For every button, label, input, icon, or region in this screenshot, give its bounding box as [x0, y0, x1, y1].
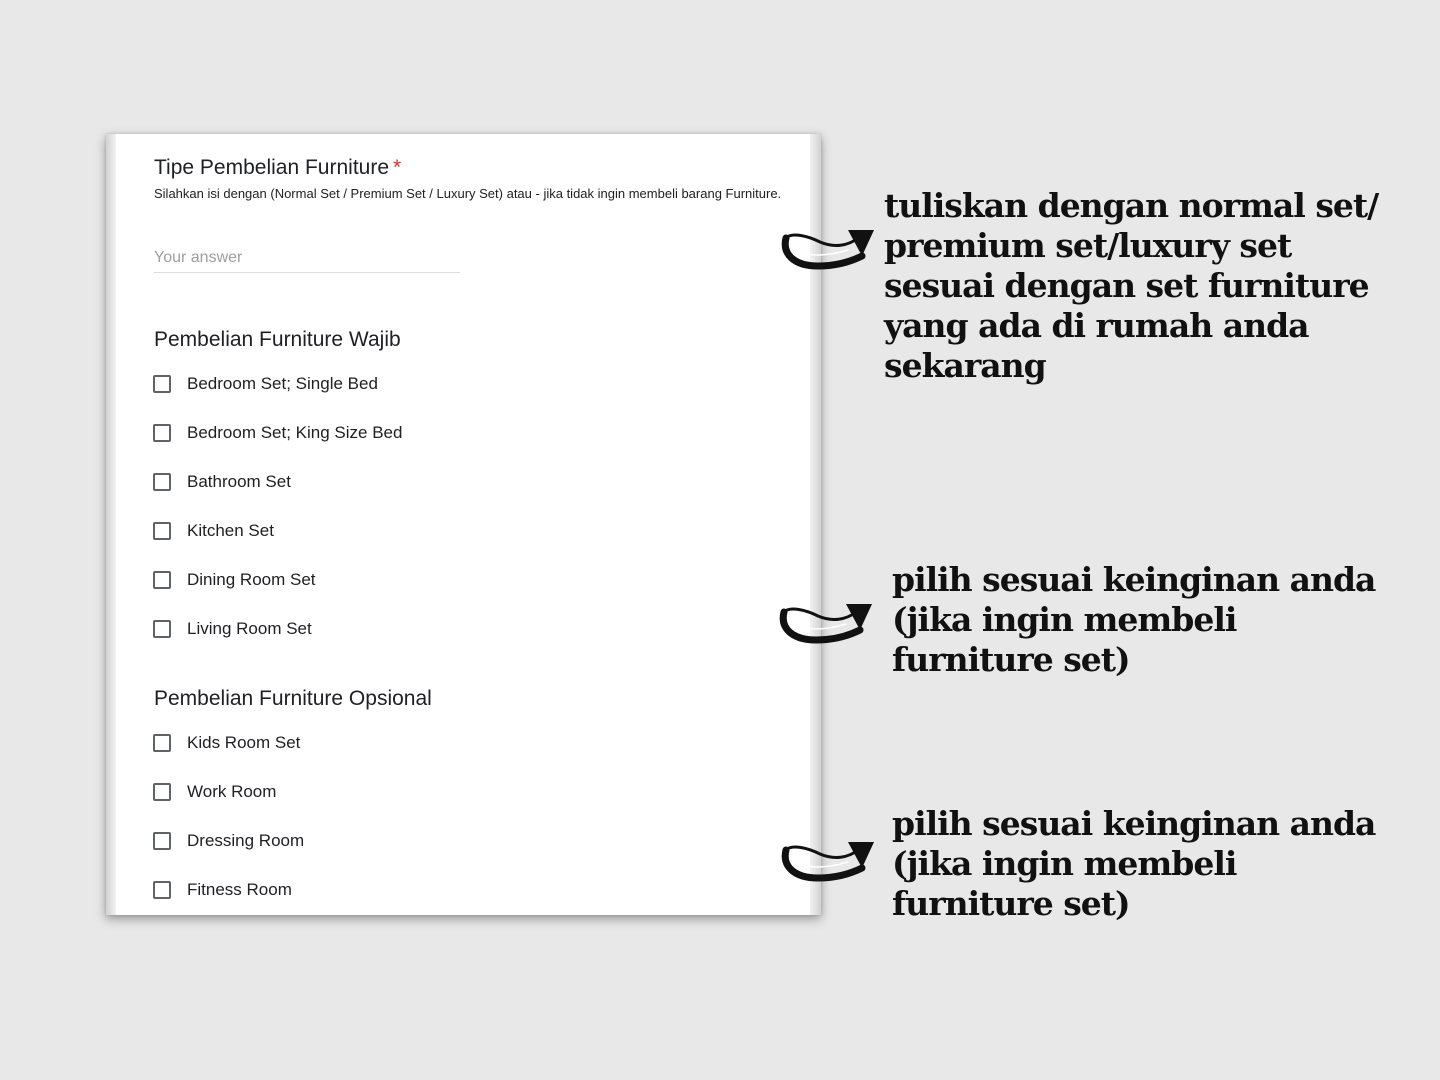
required-asterisk: * — [393, 156, 402, 179]
annotation-line: furniture set) — [892, 884, 1130, 923]
checkbox-option-label: Bedroom Set; Single Bed — [187, 374, 378, 393]
checkbox-option-kitchen-set[interactable] — [153, 521, 274, 541]
checkbox-option-label: Work Room — [187, 782, 277, 801]
annotation-line: yang ada di rumah anda — [884, 306, 1309, 345]
annotation-line: sesuai dengan set furniture — [884, 266, 1369, 305]
annotation-wajib — [892, 560, 1375, 680]
annotation-line: (jika ingin membeli — [892, 844, 1237, 883]
hand-drawn-curved-arrow-icon — [776, 594, 878, 648]
checkbox-unchecked-icon[interactable] — [153, 571, 171, 589]
annotation-line: tuliskan dengan normal set/ — [884, 186, 1379, 225]
card-left-edge — [106, 134, 116, 915]
checkbox-unchecked-icon[interactable] — [153, 734, 171, 752]
annotation-line: sekarang — [884, 346, 1046, 385]
checkbox-option-label: Dressing Room — [187, 831, 305, 850]
checkbox-unchecked-icon[interactable] — [153, 832, 171, 850]
checkbox-option-label: Bedroom Set; King Size Bed — [187, 423, 403, 442]
checkbox-unchecked-icon[interactable] — [153, 424, 171, 442]
checkbox-unchecked-icon[interactable] — [153, 620, 171, 638]
question-title — [154, 156, 401, 180]
checkbox-option-work-room[interactable] — [153, 782, 276, 802]
checkbox-option-label: Living Room Set — [187, 619, 312, 638]
section-title-wajib: Pembelian Furniture Wajib — [154, 328, 401, 351]
question-title-text: Tipe Pembelian Furniture — [154, 156, 389, 179]
checkbox-option-dressing-room[interactable] — [153, 831, 304, 851]
checkbox-option-bathroom-set[interactable] — [153, 472, 291, 492]
checkbox-unchecked-icon[interactable] — [153, 881, 171, 899]
form-card — [106, 134, 821, 915]
hand-drawn-curved-arrow-icon — [778, 832, 880, 886]
checkbox-option-bedroom-king-size-bed[interactable] — [153, 423, 402, 443]
checkbox-option-dining-room-set[interactable] — [153, 570, 316, 590]
annotation-line: pilih sesuai keinginan anda — [892, 804, 1376, 843]
checkbox-unchecked-icon[interactable] — [153, 375, 171, 393]
checkbox-option-label: Kids Room Set — [187, 733, 301, 752]
checkbox-option-label: Bathroom Set — [187, 472, 291, 491]
checkbox-option-bedroom-single-bed[interactable] — [153, 374, 378, 394]
annotation-line: furniture set) — [892, 640, 1130, 679]
hand-drawn-curved-arrow-icon — [778, 220, 880, 274]
checkbox-option-kids-room-set[interactable] — [153, 733, 300, 753]
annotation-line: pilih sesuai keinginan anda — [892, 560, 1376, 599]
section-title-opsional: Pembelian Furniture Opsional — [154, 687, 432, 710]
annotation-line: premium set/luxury set — [884, 226, 1292, 265]
annotation-question — [884, 186, 1378, 386]
checkbox-unchecked-icon[interactable] — [153, 522, 171, 540]
checkbox-option-fitness-room[interactable] — [153, 880, 292, 900]
checkbox-option-label: Kitchen Set — [187, 521, 274, 540]
question-description: Silahkan isi dengan (Normal Set / Premium Set / Luxury Set) atau - jika tidak ingin membeli barang Furniture. — [154, 186, 782, 201]
checkbox-option-living-room-set[interactable] — [153, 619, 312, 639]
annotation-line: (jika ingin membeli — [892, 600, 1237, 639]
answer-input[interactable] — [154, 244, 460, 273]
checkbox-option-label: Dining Room Set — [187, 570, 316, 589]
checkbox-option-label: Fitness Room — [187, 880, 292, 899]
checkbox-unchecked-icon[interactable] — [153, 783, 171, 801]
checkbox-unchecked-icon[interactable] — [153, 473, 171, 491]
annotation-opsional — [892, 804, 1375, 924]
